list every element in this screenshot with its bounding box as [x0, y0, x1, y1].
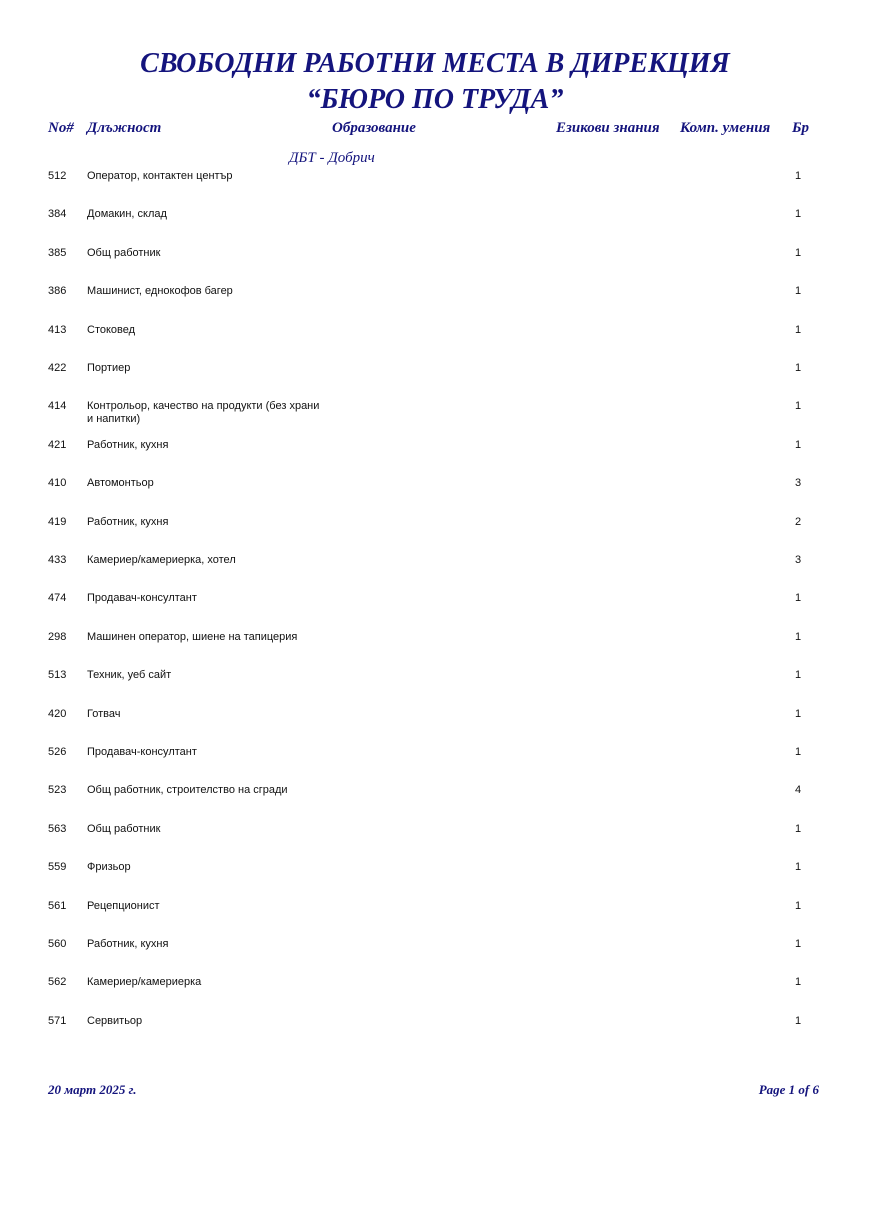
table-row: [0, 823, 870, 853]
row-count: 1: [795, 746, 802, 758]
row-number: 414: [48, 400, 67, 412]
row-position: Машинист, еднокофов багер: [87, 285, 233, 297]
row-count: 1: [795, 631, 802, 643]
row-number: 562: [48, 976, 67, 988]
row-count: 4: [795, 784, 802, 796]
table-row: [0, 324, 870, 354]
row-position: Домакин, склад: [87, 208, 167, 220]
row-count: 1: [795, 823, 802, 835]
row-number: 298: [48, 631, 67, 643]
row-position: Общ работник, строителство на сгради: [87, 784, 288, 796]
row-position: Общ работник: [87, 823, 161, 835]
row-position: Рецепционист: [87, 900, 160, 912]
row-number: 385: [48, 247, 67, 259]
table-row: [0, 516, 870, 546]
row-number: 474: [48, 592, 67, 604]
table-row: [0, 784, 870, 814]
row-count: 1: [795, 900, 802, 912]
row-count: 1: [795, 592, 802, 604]
table-row: [0, 477, 870, 507]
row-number: 560: [48, 938, 67, 950]
row-count: 1: [795, 976, 802, 988]
row-position: Продавач-консултант: [87, 592, 197, 604]
page-title-line2: “БЮРО ПО ТРУДА”: [306, 84, 564, 115]
table-row: [0, 976, 870, 1006]
column-header-languages: Езикови знания: [556, 120, 660, 136]
column-header-no: No#: [48, 120, 74, 136]
row-count: 1: [795, 861, 802, 873]
row-number: 422: [48, 362, 67, 374]
row-position: Техник, уеб сайт: [87, 669, 172, 681]
row-count: 1: [795, 708, 802, 720]
row-number: 384: [48, 208, 67, 220]
table-row: [0, 631, 870, 661]
row-count: 1: [795, 1015, 802, 1027]
row-position: Общ работник: [87, 247, 161, 259]
table-row: [0, 746, 870, 776]
row-count: 1: [795, 669, 802, 681]
table-row: [0, 900, 870, 930]
row-count: 1: [795, 170, 802, 182]
table-row: [0, 247, 870, 277]
table-row: [0, 1015, 870, 1045]
row-number: 526: [48, 746, 67, 758]
row-position: Оператор, контактен център: [87, 170, 233, 182]
row-count: 1: [795, 938, 802, 950]
table-row: [0, 861, 870, 891]
row-number: 386: [48, 285, 67, 297]
row-count: 1: [795, 208, 802, 220]
row-number: 561: [48, 900, 67, 912]
row-count: 2: [795, 516, 802, 528]
row-number: 420: [48, 708, 67, 720]
row-number: 410: [48, 477, 67, 489]
row-position: Стоковед: [87, 324, 136, 336]
row-count: 1: [795, 285, 802, 297]
row-position: Работник, кухня: [87, 938, 169, 950]
table-row: [0, 439, 870, 469]
row-position: Работник, кухня: [87, 439, 169, 451]
row-number: 571: [48, 1015, 67, 1027]
column-header-computer-skills: Комп. умения: [680, 120, 771, 136]
row-number: 421: [48, 439, 67, 451]
row-number: 433: [48, 554, 67, 566]
row-number: 512: [48, 170, 67, 182]
table-row: [0, 400, 870, 430]
table-row: [0, 669, 870, 699]
footer-date: 20 март 2025 г.: [48, 1082, 137, 1097]
column-header-education: Образование: [332, 120, 416, 136]
row-count: 3: [795, 477, 802, 489]
table-row: [0, 362, 870, 392]
table-row: [0, 170, 870, 200]
table-row: [0, 708, 870, 738]
table-row: [0, 938, 870, 968]
row-position: Сервитьор: [87, 1015, 143, 1027]
table-row: [0, 285, 870, 315]
table-row: [0, 208, 870, 238]
row-number: 563: [48, 823, 67, 835]
table-row: [0, 554, 870, 584]
row-position: Портиер: [87, 362, 131, 374]
row-position: Камериер/камериерка, хотел: [87, 554, 236, 566]
column-header-count: Бр: [792, 120, 810, 136]
page-title-line1: СВОБОДНИ РАБОТНИ МЕСТА В ДИРЕКЦИЯ: [140, 48, 730, 79]
row-position: Работник, кухня: [87, 516, 169, 528]
row-count: 1: [795, 400, 802, 412]
row-position: Продавач-консултант: [87, 746, 197, 758]
row-count: 3: [795, 554, 802, 566]
row-number: 419: [48, 516, 67, 528]
row-number: 413: [48, 324, 67, 336]
row-number: 523: [48, 784, 67, 796]
footer-page-number: Page 1 of 6: [758, 1082, 819, 1097]
row-position: Машинен оператор, шиене на тапицерия: [87, 631, 298, 643]
row-position: Фризьор: [87, 861, 131, 873]
row-position: Автомонтьор: [87, 477, 154, 489]
row-number: 513: [48, 669, 67, 681]
row-count: 1: [795, 362, 802, 374]
row-position: Контрольор, качество на продукти (без храни и напитки): [87, 400, 320, 425]
row-count: 1: [795, 439, 802, 451]
table-row: [0, 592, 870, 622]
column-header-position: Длъжност: [87, 120, 162, 136]
row-position: Готвач: [87, 708, 121, 720]
row-number: 559: [48, 861, 67, 873]
row-position: Камериер/камериерка: [87, 976, 202, 988]
region-heading: ДБТ - Добрич: [289, 150, 375, 166]
row-count: 1: [795, 324, 802, 336]
row-count: 1: [795, 247, 802, 259]
